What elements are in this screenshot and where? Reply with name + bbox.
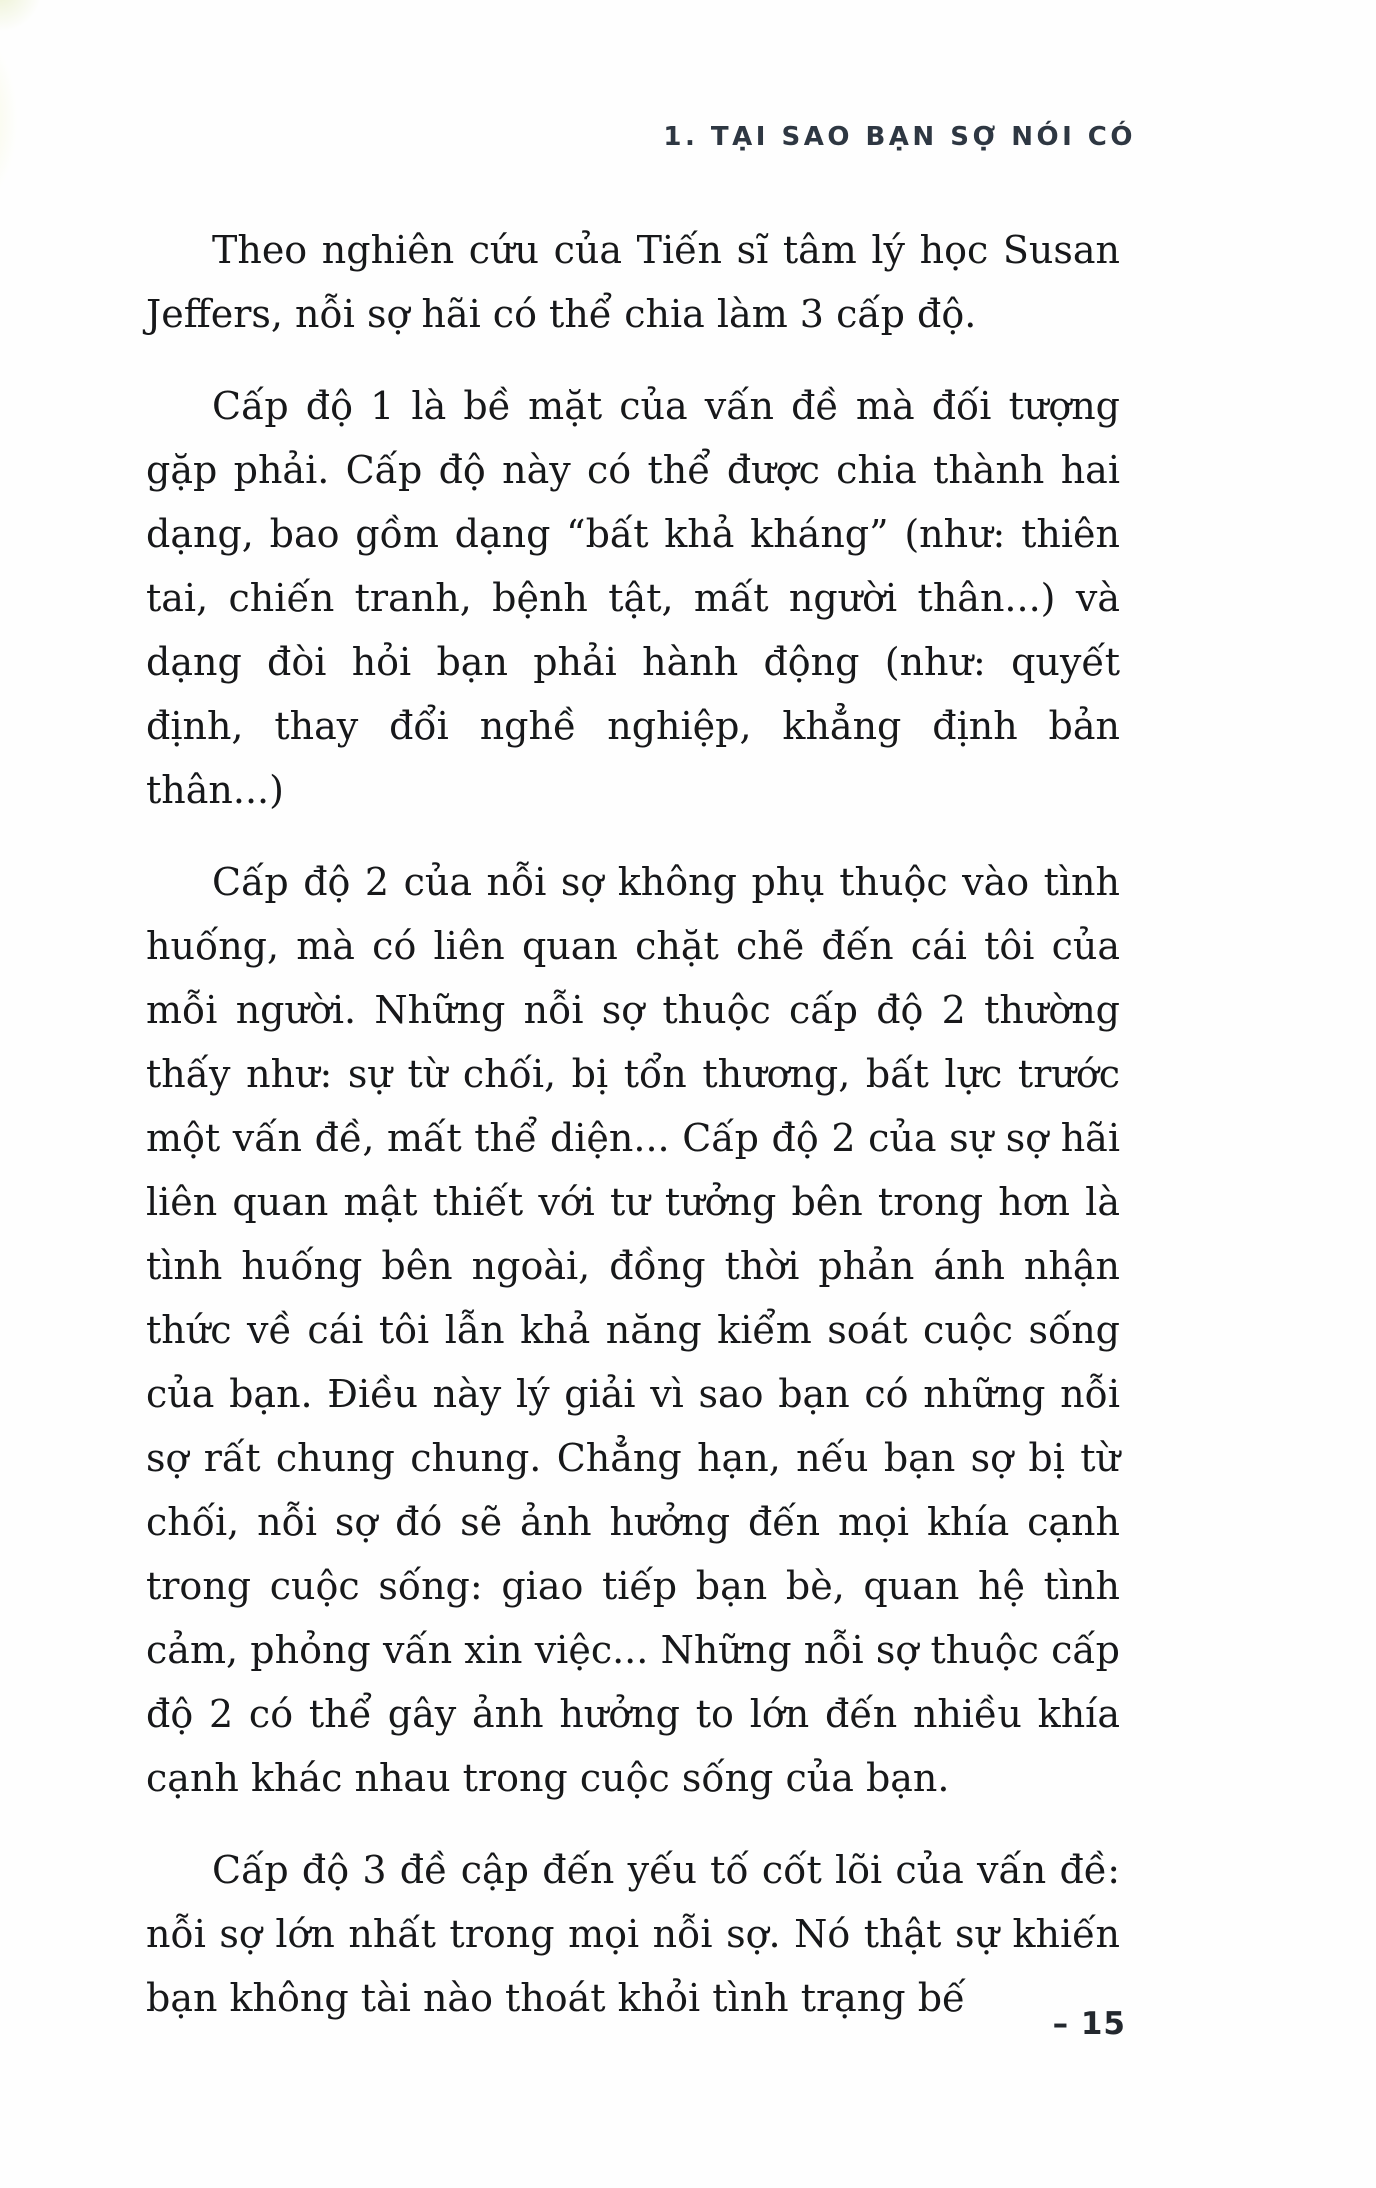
paragraph: Theo nghiên cứu của Tiến sĩ tâm lý học Susan Jeffers, nỗi sợ hãi có thể chia làm 3 cấp độ.	[146, 228, 1120, 336]
paragraph: Cấp độ 2 của nỗi sợ không phụ thuộc vào tình huống, mà có liên quan chặt chẽ đến cái tôi của mỗi người. Những nỗi sợ thuộc cấp độ 2 thường thấy như: sự từ chối, bị tổn thương, bất lực trước một vấn đề, mất thể diện... Cấp độ 2 của sự sợ hãi liên quan mật thiết với tư tưởng bên trong hơn là tình huống bên ngoài, đồng thời phản ánh nhận thức về cái tôi lẫn khả năng kiểm soát cuộc sống của bạn. Điều này lý giải vì sao bạn có những nỗi sợ rất chung chung. Chẳng hạn, nếu bạn sợ bị từ chối, nỗi sợ đó sẽ ảnh hưởng đến mọi khía cạnh trong cuộc sống: giao tiếp bạn bè, quan hệ tình cảm, phỏng vấn xin việc... Những nỗi sợ thuộc cấp độ 2 có thể gây ảnh hưởng to lớn đến nhiều khía cạnh khác nhau trong cuộc sống của bạn.	[146, 860, 1120, 1800]
paragraph: Cấp độ 3 đề cập đến yếu tố cốt lõi của vấn đề: nỗi sợ lớn nhất trong mọi nỗi sợ. Nó thật sự khiến bạn không tài nào thoát khỏi tình trạng bế	[146, 1848, 1120, 2020]
page-number: – 15	[1052, 2006, 1126, 2042]
running-head: 1. TẠI SAO BẠN SỢ NÓI CÓ	[663, 122, 1136, 152]
page-body	[146, 218, 1120, 2058]
scan-corner-stain	[0, 0, 80, 250]
paragraph: Cấp độ 1 là bề mặt của vấn đề mà đối tượng gặp phải. Cấp độ này có thể được chia thành hai dạng, bao gồm dạng “bất khả kháng” (như: thiên tai, chiến tranh, bệnh tật, mất người thân...) và dạng đòi hỏi bạn phải hành động (như: quyết định, thay đổi nghề nghiệp, khẳng định bản thân...)	[146, 384, 1120, 812]
